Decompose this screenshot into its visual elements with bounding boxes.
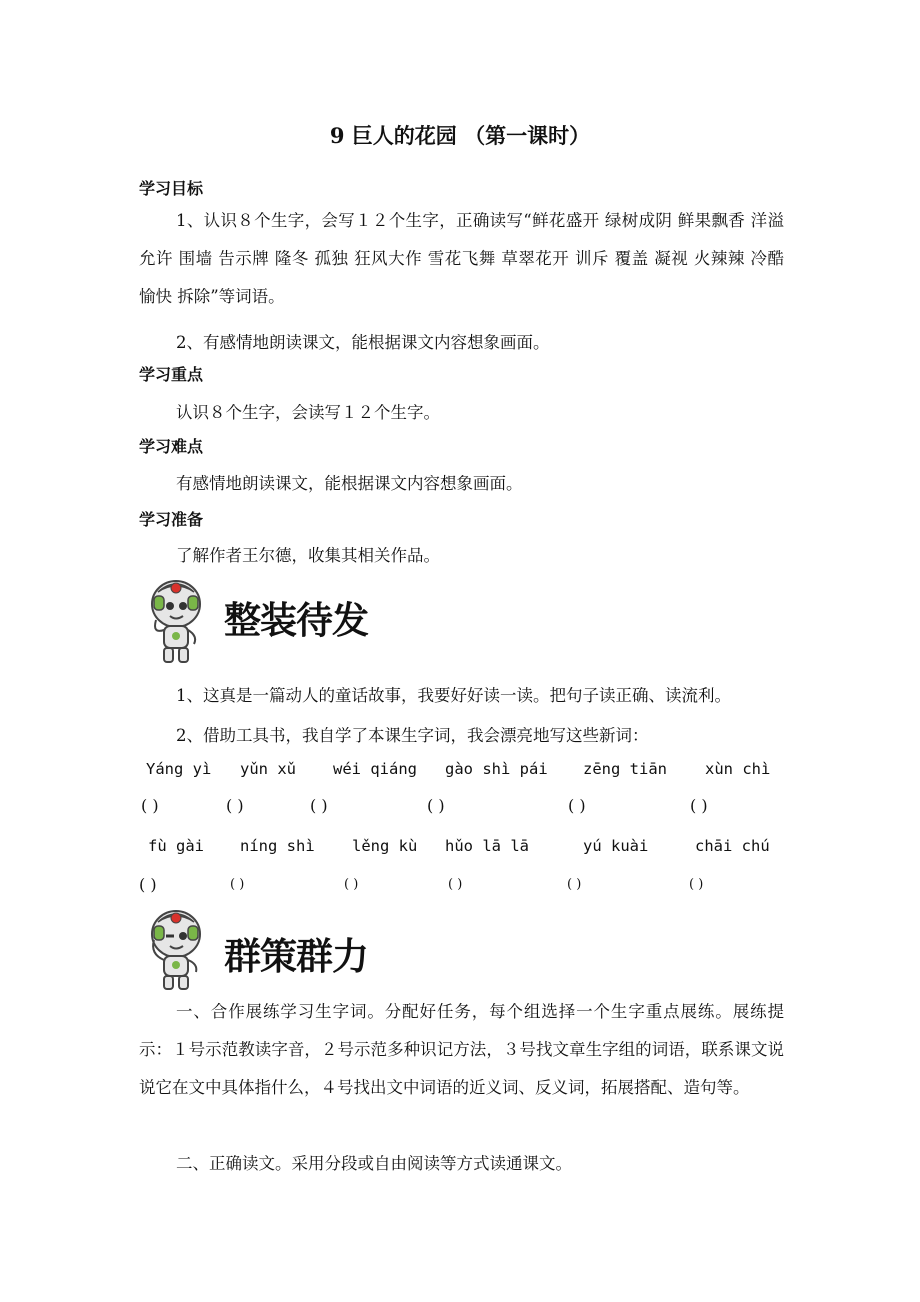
pinyin-2-5: yú kuài — [583, 837, 649, 855]
pinyin-1-6: xùn chì — [705, 760, 771, 778]
answer-blank[interactable]: ( ) — [427, 796, 445, 815]
pinyin-2-4: hǔo lā lā — [445, 837, 529, 855]
answer-blank[interactable]: ( ) — [230, 877, 245, 892]
section1-item-2: 2、借助工具书，我自学了本课生字词，我会漂亮地写这些新词： — [176, 726, 649, 745]
pinyin-2-1: fù gài — [148, 837, 204, 855]
robot-mascot-icon — [140, 574, 212, 666]
answer-blank[interactable]: ( ) — [448, 877, 463, 892]
answer-blank[interactable]: ( ) — [567, 877, 582, 892]
answer-blank[interactable]: ( ) — [141, 796, 159, 815]
answer-blank[interactable]: ( ) — [690, 796, 708, 815]
section1-item-1: 1、这真是一篇动人的童话故事，我要好好读一读。把句子读正确、读流利。 — [176, 686, 731, 705]
robot-mascot-icon — [140, 904, 212, 992]
pinyin-2-3: lěng kù — [352, 837, 418, 855]
objectives-heading: 学习目标 — [139, 179, 204, 198]
pinyin-1-1: Yáng yì — [146, 760, 212, 778]
preparation-text: 了解作者王尔德，收集其相关作品。 — [176, 546, 440, 565]
difficulties-text: 有感情地朗读课文，能根据课文内容想象画面。 — [176, 474, 523, 493]
section-title-collaborate: 群策群力 — [224, 935, 368, 978]
pinyin-1-5: zēng tiān — [583, 760, 667, 778]
pinyin-1-4: gào shì pái — [445, 760, 548, 778]
answer-blank[interactable]: ( ) — [344, 877, 359, 892]
answer-blank[interactable]: ( ) — [689, 877, 704, 892]
pinyin-2-2: níng shì — [240, 837, 315, 855]
key-points-text: 认识８个生字，会读写１２个生字。 — [176, 403, 440, 422]
pinyin-1-3: wéi qiáng — [333, 760, 417, 778]
pinyin-1-2: yǔn xǔ — [240, 760, 296, 778]
answer-blank[interactable]: ( ) — [139, 875, 157, 894]
objectives-item-1: 1、认识８个生字，会写１２个生字，正确读写“鲜花盛开 绿树成阴 鲜果飘香 洋溢 允许 围墙 告示牌 隆冬 孤独 狂风大作 雪花飞舞 草翠花开 训斥 覆盖 凝视 火辣辣 冷酷 愉快 拆除”等词语。 — [139, 211, 784, 306]
page-title: 9 巨人的花园 （第一课时） — [329, 123, 591, 148]
key-points-heading: 学习重点 — [139, 365, 204, 384]
section2-item-1: 一、合作展练学习生字词。分配好任务，每个组选择一个生字重点展练。展练提示：１号示范教读字音，２号示范多种识记方法，３号找文章生字组的词语，联系课文说说它在文中具体指什么，４号找出文中词语的近义词、反义词，拓展搭配、造句等。 — [139, 1002, 784, 1097]
section2-item-2: 二、正确读文。采用分段或自由阅读等方式读通课文。 — [176, 1154, 572, 1173]
answer-blank[interactable]: ( ) — [568, 796, 586, 815]
answer-blank[interactable]: ( ) — [310, 796, 328, 815]
objectives-item-2: 2、有感情地朗读课文，能根据课文内容想象画面。 — [176, 333, 550, 352]
section-title-prepare: 整装待发 — [224, 599, 368, 642]
preparation-heading: 学习准备 — [139, 510, 204, 529]
difficulties-heading: 学习难点 — [139, 437, 204, 456]
answer-blank[interactable]: ( ) — [226, 796, 244, 815]
pinyin-2-6: chāi chú — [695, 837, 770, 855]
